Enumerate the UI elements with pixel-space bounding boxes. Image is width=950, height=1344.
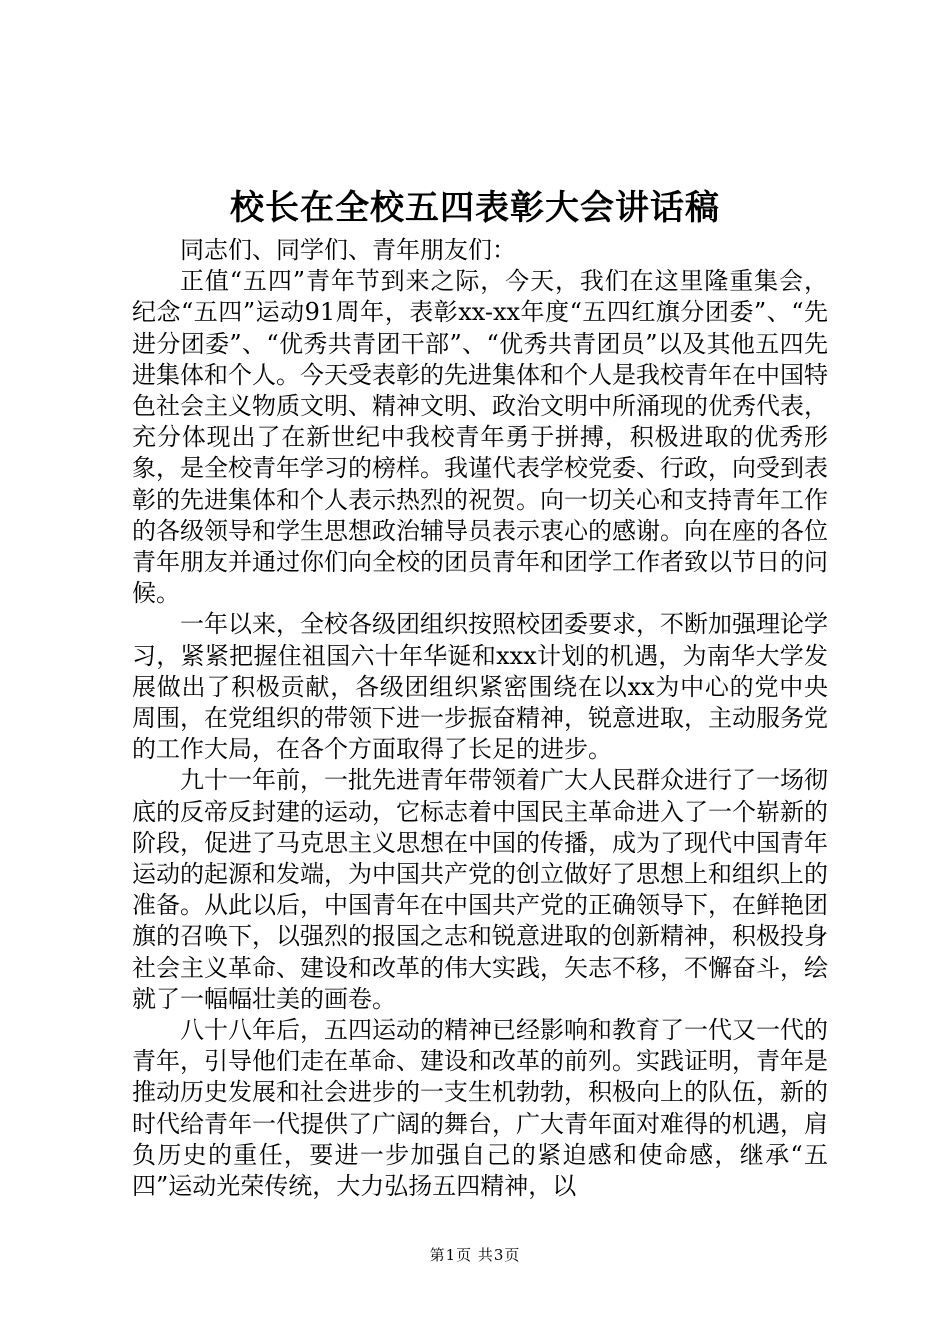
salutation-paragraph: 同志们、同学们、青年朋友们： bbox=[180, 236, 516, 264]
document-title: 校长在全校五四表彰大会讲话稿 bbox=[230, 188, 720, 228]
document-body bbox=[132, 235, 828, 1202]
body-paragraph: 正值“五四”青年节到来之际，今天，我们在这里隆重集会，纪念“五四”运动91周年，表彰xx-xx年度“五四红旗分团委”、“先进分团委”、“优秀共青团干部”、“优秀共青团员”以及其他五四先进集体和个人。今天受表彰的先进集体和个人是我校青年在中国特色社会主义物质文明、精神文明、政治文明中所涌现的优秀代表，充分体现出了在新世纪中我校青年勇于拼搏，积极进取的优秀形象，是全校青年学习的榜样。我谨代表学校党委、行政，向受到表彰的先进集体和个人表示热烈的祝贺。向一切关心和支持青年工作的各级领导和学生思想政治辅导员表示衷心的感谢。向在座的各位青年朋友并通过你们向全校的团员青年和团学工作者致以节日的问候。 bbox=[132, 267, 828, 608]
body-paragraph: 八十八年后，五四运动的精神已经影响和教育了一代又一代的青年，引导他们走在革命、建设和改革的前列。实践证明，青年是推动历史发展和社会进步的一支生机勃勃，积极向上的队伍，新的时代给青年一代提供了广阔的舞台，广大青年面对难得的机遇，肩负历史的重任，要进一步加强自己的紧迫感和使命感，继承“五四”运动光荣传统，大力弘扬五四精神，以 bbox=[132, 1016, 828, 1201]
page-number-footer: 第1页 共3页 bbox=[429, 1246, 521, 1264]
body-paragraph: 一年以来，全校各级团组织按照校团委要求，不断加强理论学习，紧紧把握住祖国六十年华诞和xxx计划的机遇，为南华大学发展做出了积极贡献，各级团组织紧密围绕在以xx为中心的党中央周围，在党组织的带领下进一步振奋精神，锐意进取，主动服务党的工作大局，在各个方面取得了长足的进步。 bbox=[132, 610, 828, 764]
body-paragraph: 九十一年前，一批先进青年带领着广大人民群众进行了一场彻底的反帝反封建的运动，它标志着中国民主革命进入了一个崭新的阶段，促进了马克思主义思想在中国的传播，成为了现代中国青年运动的起源和发端，为中国共产党的创立做好了思想上和组织上的准备。从此以后，中国青年在中国共产党的正确领导下，在鲜艳团旗的召唤下，以强烈的报国之志和锐意进取的创新精神，积极投身社会主义革命、建设和改革的伟大实践，矢志不移，不懈奋斗，绘就了一幅幅壮美的画卷。 bbox=[132, 766, 828, 1013]
